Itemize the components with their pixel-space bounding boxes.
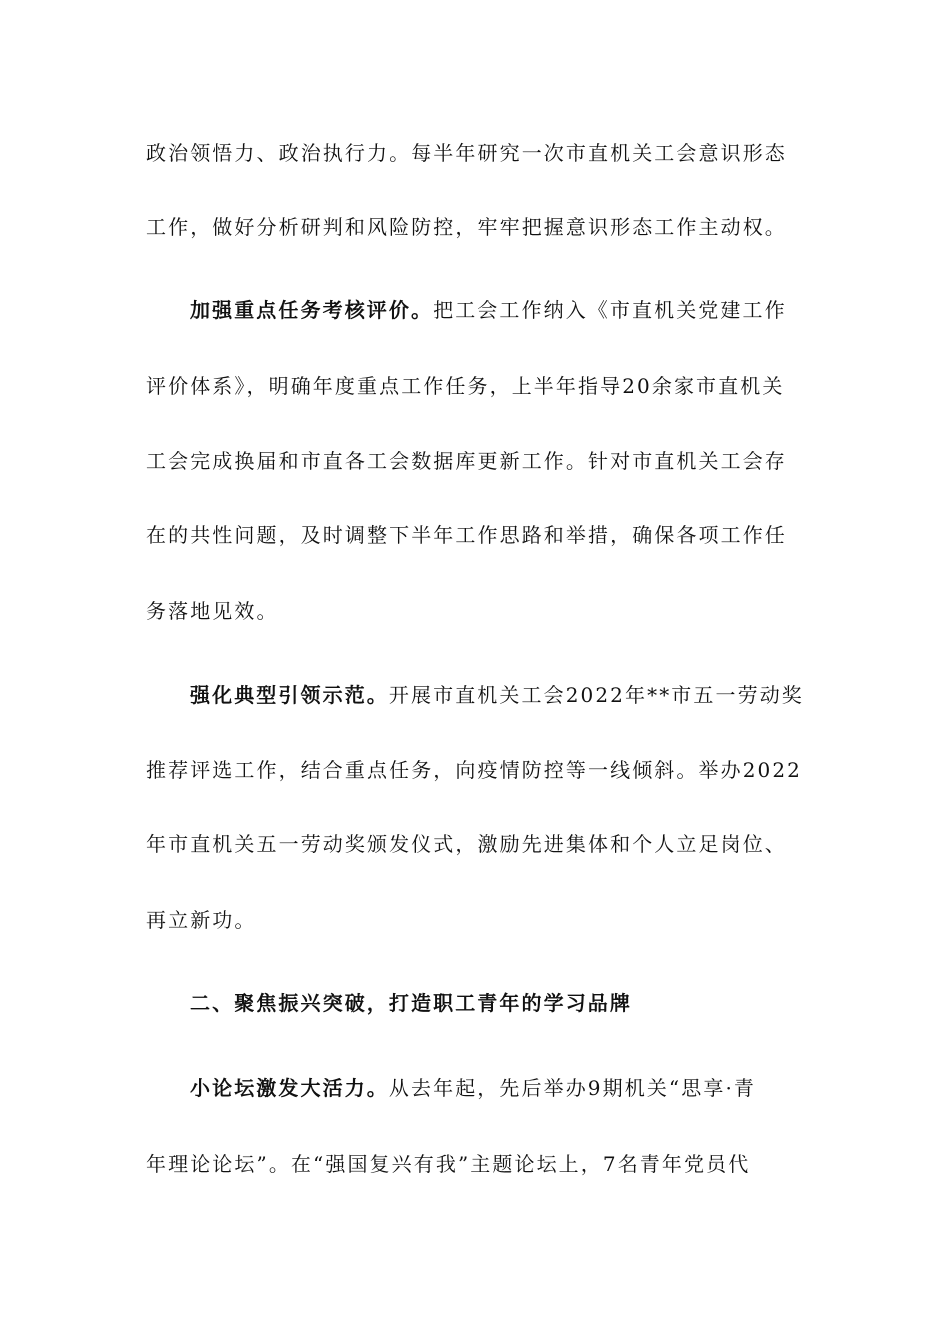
paragraph-line: 年理论论坛”。在“强国复兴有我”主题论坛上，7名青年党员代 <box>146 1152 751 1176</box>
paragraph-line: 务落地见效。 <box>146 599 279 623</box>
paragraph-text: 把工会工作纳入《市直机关党建工作 <box>433 298 787 322</box>
paragraph-text: 从去年起，先后举办9期机关“思享·青 <box>388 1076 757 1100</box>
paragraph-lead-heading: 强化典型引领示范。 <box>190 683 389 707</box>
paragraph-line: 工会完成换届和市直各工会数据库更新工作。针对市直机关工会存 <box>146 449 787 473</box>
paragraph-line <box>190 1074 806 1102</box>
paragraph-line: 在的共性问题，及时调整下半年工作思路和举措，确保各项工作任 <box>146 523 787 547</box>
paragraph-line <box>190 296 806 324</box>
paragraph-text: 开展市直机关工会2022年**市五一劳动奖 <box>388 683 804 707</box>
paragraph-line: 评价体系》，明确年度重点工作任务，上半年指导20余家市直机关 <box>146 374 785 398</box>
section-heading: 二、聚焦振兴突破，打造职工青年的学习品牌 <box>190 991 632 1015</box>
paragraph-line: 政治领悟力、政治执行力。每半年研究一次市直机关工会意识形态 <box>146 141 787 165</box>
paragraph-lead-heading: 加强重点任务考核评价。 <box>190 298 434 322</box>
paragraph-lead-heading: 小论坛激发大活力。 <box>190 1076 389 1100</box>
paragraph-line: 再立新功。 <box>146 908 257 932</box>
paragraph-line: 工作，做好分析研判和风险防控，牢牢把握意识形态工作主动权。 <box>146 215 787 239</box>
paragraph-line: 年市直机关五一劳动奖颁发仪式，激励先进集体和个人立足岗位、 <box>146 832 787 856</box>
paragraph-line: 推荐评选工作，结合重点任务，向疫情防控等一线倾斜。举办2022 <box>146 758 802 782</box>
paragraph-line <box>190 681 806 709</box>
